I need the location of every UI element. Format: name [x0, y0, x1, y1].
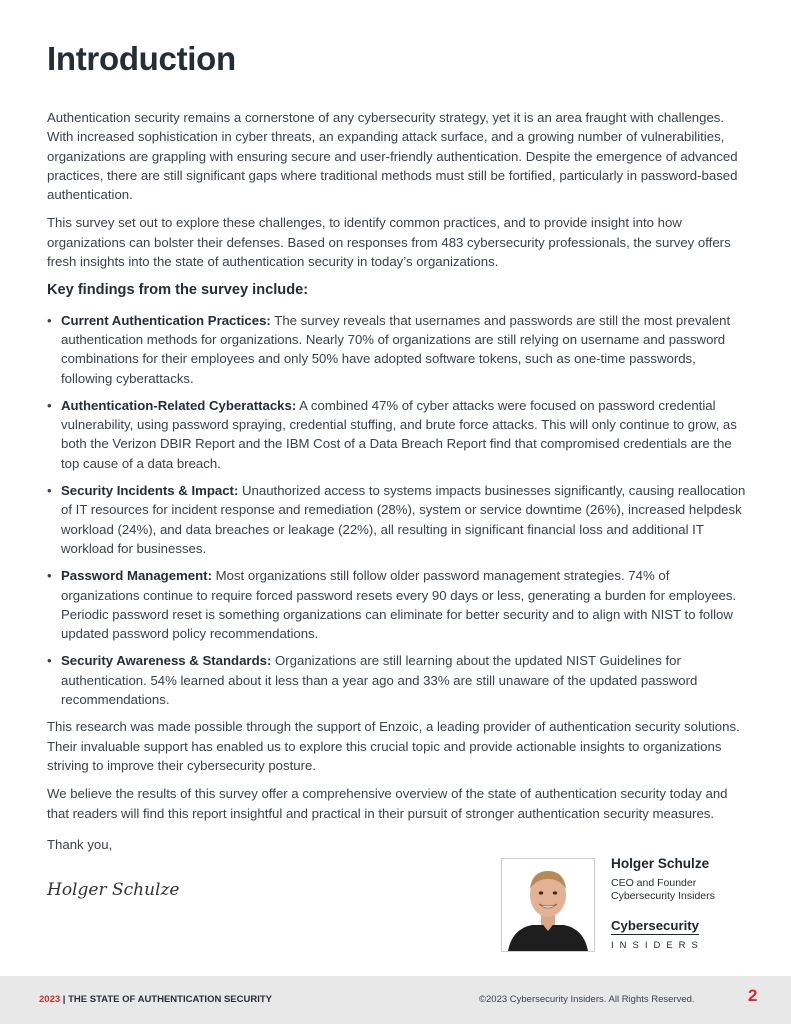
author-portrait-icon	[502, 859, 594, 951]
footer-year: 2023	[39, 994, 61, 1005]
finding-item-current-practices	[47, 311, 747, 388]
closing-paragraph-2: We believe the results of this survey offer a comprehensive overview of the state of authentication security today and that readers will find this report insightful and practical in their pursuit of stronger authentication security measures.	[47, 786, 728, 821]
finding-label: Password Management:	[61, 568, 212, 584]
finding-item-awareness-standards	[47, 651, 747, 709]
key-findings-heading: Key findings from the survey include:	[47, 282, 309, 299]
finding-label: Security Awareness & Standards:	[61, 653, 272, 669]
bullet-icon: •	[47, 653, 52, 669]
footer-copyright: ©2023 Cybersecurity Insiders. All Rights Reserved.	[479, 994, 695, 1005]
footer-report-label	[39, 994, 272, 1005]
page-number: 2	[748, 986, 758, 1005]
finding-text: Most organizations still follow older password management strategies. 74% of organizations continue to require forced password resets every 90 days or less, generating a burden for employees. Periodic password reset is something organizations can eliminate for better security and to align with NIST to follow updated password policy recommendations.	[61, 568, 737, 642]
finding-label: Current Authentication Practices:	[61, 312, 271, 328]
finding-text: Unauthorized access to systems impacts businesses significantly, causing reallocation of IT resources for incident response and remediation (28%), system or service downtime (26%), increased helpdesk workload (24%), and data breaches or leakage (22%), all resulting in significant financial loss and additional IT workload for businesses.	[61, 483, 746, 556]
main-content	[47, 108, 747, 863]
author-photo	[501, 858, 595, 952]
cybersecurity-insiders-logo-bottom: INSIDERS	[611, 940, 704, 951]
finding-text: Organizations are still learning about the updated NIST Guidelines for authentication. 54% learned about it less than a year ago and 33% are still unaware of the updated password recommendations.	[61, 653, 698, 708]
footer-separator: |	[62, 994, 66, 1005]
finding-item-password-management	[47, 566, 747, 643]
page-footer	[0, 976, 791, 1024]
thanks-text: Thank you,	[47, 836, 113, 852]
finding-text: The survey reveals that usernames and passwords are still the most prevalent authentication methods for organizations. Nearly 70% of organizations are still relying on username and password combinations for their employees and only 50% have adopted software tokens, such as one-time passwords, following cyberattacks.	[61, 312, 731, 386]
finding-label: Authentication-Related Cyberattacks:	[61, 397, 297, 413]
finding-text: A combined 47% of cyber attacks were focused on password credential vulnerability, using password spraying, credential stuffing, and brute force attacks. This will only continue to grow, as both the Verizon DBIR Report and the IBM Cost of a Data Breach Report find that compromised credentials are the top cause of a data breach.	[61, 397, 737, 471]
bullet-icon: •	[47, 312, 52, 328]
author-title: CEO and Founder	[611, 877, 697, 889]
finding-item-cyberattacks	[47, 396, 747, 473]
key-findings-list	[47, 311, 747, 710]
intro-paragraph-1: Authentication security remains a cornerstone of any cybersecurity strategy, yet it is an area fraught with challenges. With increased sophistication in cyber threats, an expanding attack surface, and a growing number of vulnerabilities, organizations are grappling with ensuring secure and user-friendly authentication. Despite the emergence of advanced practices, there are still significant gaps where traditional methods must still be fortified, particularly in password-based authentication.	[47, 110, 738, 203]
author-company: Cybersecurity Insiders	[611, 890, 715, 902]
intro-paragraph-2: This survey set out to explore these challenges, to identify common practices, and to provide insight into how organizations can bolster their defenses. Based on responses from 483 cybersecurity professionals, the survey offers fresh insights into the state of authentication security in today’s organizations.	[47, 215, 731, 270]
author-role	[611, 877, 715, 903]
finding-label: Security Incidents & Impact:	[61, 483, 239, 499]
bullet-icon: •	[47, 568, 52, 584]
handwritten-signature: Holger Schulze	[47, 880, 180, 900]
page-title: Introduction	[47, 40, 236, 77]
cybersecurity-insiders-logo-top: Cybersecurity	[611, 918, 699, 933]
finding-item-incidents-impact	[47, 481, 747, 558]
bullet-icon: •	[47, 483, 52, 499]
bullet-icon: •	[47, 397, 52, 413]
author-name: Holger Schulze	[611, 856, 710, 871]
footer-report-title: THE STATE OF AUTHENTICATION SECURITY	[68, 994, 272, 1005]
closing-paragraph-1: This research was made possible through the support of Enzoic, a leading provider of authentication security solutions. Their invaluable support has enabled us to explore this crucial topic and provide actionable insights to organizations striving to improve their cybersecurity posture.	[47, 719, 740, 773]
